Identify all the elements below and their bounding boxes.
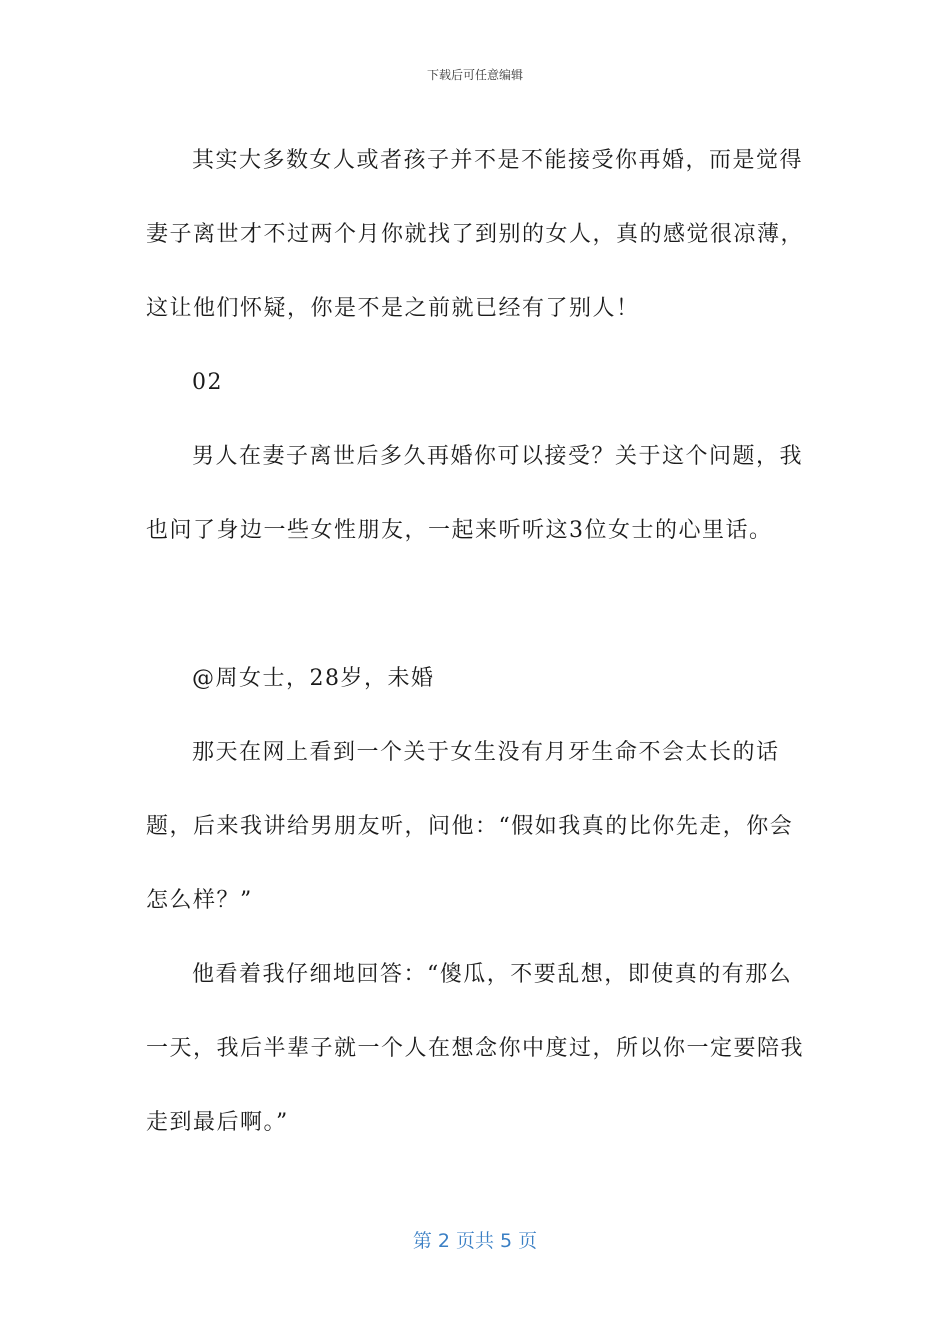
speaker-heading: @周女士，28岁，未婚 [192, 666, 435, 691]
document-body [146, 124, 806, 1160]
paragraph-2: 男人在妻子离世后多久再婚你可以接受？关于这个问题，我也问了身边一些女性朋友，一起来听听这3位女士的心里话。 [146, 444, 804, 543]
paragraph-3: 那天在网上看到一个关于女生没有月牙生命不会太长的话题，后来我讲给男朋友听，问他：“假如我真的比你先走，你会怎么样？” [146, 740, 794, 913]
paragraph-1: 其实大多数女人或者孩子并不是不能接受你再婚，而是觉得妻子离世才不过两个月你就找了到别的女人，真的感觉很凉薄，这让他们怀疑，你是不是之前就已经有了别人！ [146, 148, 805, 321]
page-number-footer: 第 2 页共 5 页 [412, 1230, 538, 1252]
page-header-note: 下载后可任意编辑 [426, 68, 523, 82]
paragraph-4: 他看着我仔细地回答：“傻瓜，不要乱想，即使真的有那么一天，我后半辈子就一个人在想念你中度过，所以你一定要陪我走到最后啊。” [146, 962, 805, 1135]
section-number: 02 [192, 370, 223, 395]
